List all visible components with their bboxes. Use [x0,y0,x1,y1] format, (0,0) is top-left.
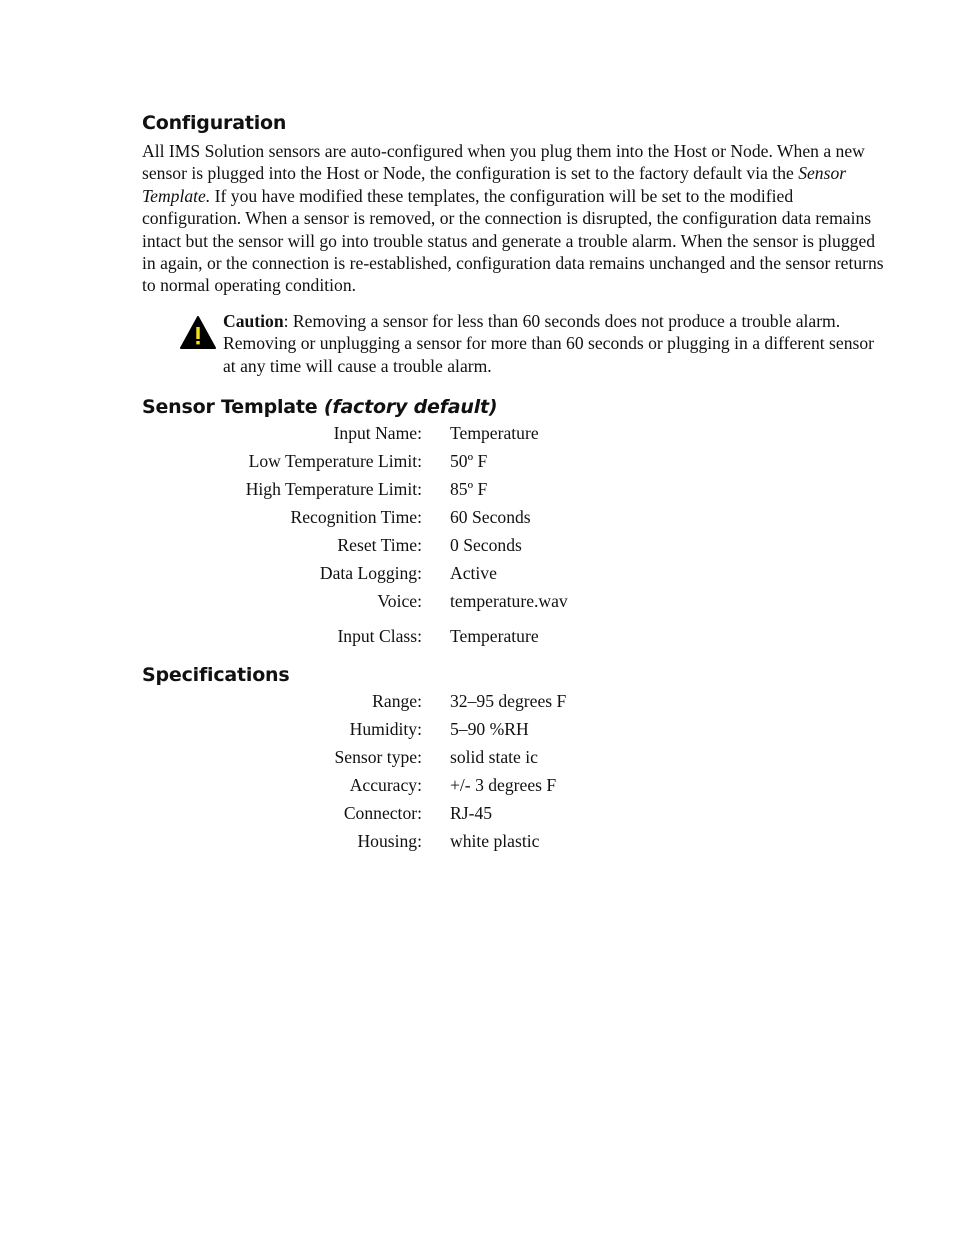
spec-row [142,715,566,743]
spec-value: solid state ic [450,746,538,767]
template-row [142,419,568,447]
sensor-template-heading [142,395,890,419]
spec-value: white plastic [450,830,540,851]
configuration-text-part1: All IMS Solution sensors are auto-configured when you plug them into the Host or Node. When a new sensor is plugged into the Host or Node, the configuration is set to the factory default via the [142,141,865,184]
template-value: Active [450,562,497,583]
caution-note [142,310,890,377]
template-row [142,531,568,559]
template-value: Temperature [450,422,539,443]
spec-value: 32–95 degrees F [450,690,567,711]
sensor-template-section [142,395,890,648]
spec-row [142,743,566,771]
spec-label: Housing: [357,830,422,851]
template-row [142,447,568,475]
spec-value: +/- 3 degrees F [450,774,557,795]
template-label: Input Name: [333,422,422,443]
warning-icon [179,315,217,351]
spec-label: Connector: [343,802,422,823]
caution-label: Caution [223,310,284,331]
spec-value: 5–90 %RH [450,718,529,739]
specifications-table [142,687,566,855]
template-row [142,615,568,648]
sensor-template-heading-sub: (factory default) [323,396,498,419]
spec-row [142,827,566,855]
template-label: Voice: [377,590,422,611]
configuration-heading: Configuration [142,112,287,134]
template-row [142,559,568,587]
template-label: Data Logging: [319,562,422,583]
document-page [142,111,890,855]
caution-body: : Removing a sensor for less than 60 seconds does not produce a trouble alarm. Removing or unplugging a sensor for more than 60 seconds or plugging in a different sensor at any time will cause a trouble alarm. [223,310,875,376]
caution-text [223,310,890,377]
specifications-heading: Specifications [142,664,290,687]
spec-label: Sensor type: [334,746,422,767]
sensor-template-table [142,419,568,648]
template-value: 85º F [450,478,488,499]
spec-row [142,687,566,715]
spec-label: Accuracy: [349,774,422,795]
specifications-section [142,663,890,855]
template-row [142,503,568,531]
template-value: temperature.wav [450,590,568,611]
spec-label: Humidity: [349,718,422,739]
template-label: Recognition Time: [290,506,422,527]
template-value: 0 Seconds [450,534,522,555]
template-row [142,475,568,503]
template-label: Input Class: [337,626,422,647]
template-value: Temperature [450,626,539,647]
configuration-paragraph [142,140,890,297]
template-value: 60 Seconds [450,506,531,527]
sensor-template-reference: Sensor Template. [142,163,847,206]
template-row [142,587,568,615]
template-label: Low Temperature Limit: [248,450,422,471]
sensor-template-heading-text: Sensor Template [142,396,318,419]
template-value: 50º F [450,450,488,471]
template-label: High Temperature Limit: [245,478,422,499]
spec-value: RJ-45 [450,802,493,823]
template-label: Reset Time: [337,534,422,555]
spec-row [142,771,566,799]
configuration-text-part2: If you have modified these templates, the configuration will be set to the modified configuration. When a sensor is removed, or the connection is disrupted, the configuration data remains intact but the sensor will go into trouble status and generate a trouble alarm. When the sensor is plugged in again, or the connection is re-established, configuration data remains unchanged and the sensor returns to normal operating condition. [142,185,884,296]
spec-row [142,799,566,827]
spec-label: Range: [372,690,422,711]
